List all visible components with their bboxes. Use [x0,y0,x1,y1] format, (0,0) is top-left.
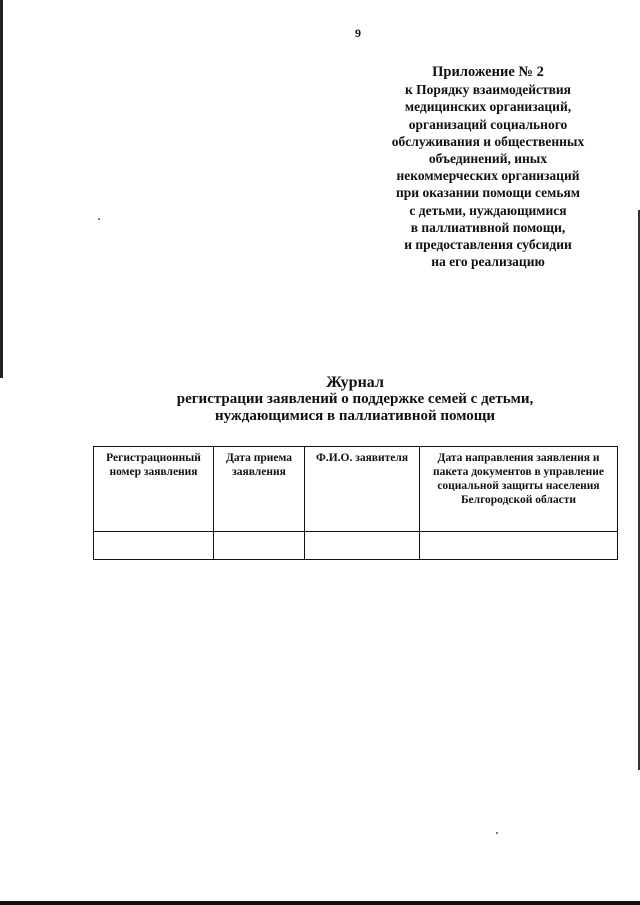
appendix-line: обслуживания и общественных [391,133,585,149]
appendix-line: организаций социального [408,116,568,132]
appendix-line: и предоставления субсидии [404,237,572,253]
column-header-forwarding-date: Дата направления заявления и пакета документов в управление социальной защиты населения Белгородской области [420,447,618,532]
appendix-line: при оказании помощи семьям [396,185,580,201]
registration-table [93,446,618,560]
table-cell [420,532,618,560]
table-row [94,532,618,560]
column-header-receipt-date: Дата приема заявления [214,447,305,532]
column-header-applicant-name: Ф.И.О. заявителя [305,447,420,532]
appendix-block [368,64,608,270]
appendix-line: в паллиативной помощи, [410,219,566,235]
appendix-line: объединений, иных [428,151,548,167]
journal-heading [92,374,618,425]
table-header-row [94,447,618,532]
scan-speck [98,218,100,220]
appendix-line: некоммерческих организаций [396,168,580,184]
column-header-registration-number: Регистрационный номер заявления [94,447,214,532]
appendix-title: Приложение № 2 [432,64,544,80]
table-cell [305,532,420,560]
journal-subtitle: регистрации заявлений о поддержке семей с детьми, [176,391,534,407]
appendix-line: медицинских организаций, [404,99,572,115]
journal-title: Журнал [326,374,384,391]
appendix-line: с детьми, нуждающимися [409,202,567,218]
appendix-line: на его реализацию [431,254,545,270]
table-cell [214,532,305,560]
appendix-line: к Порядку взаимодействия [405,82,571,98]
scan-left-edge [0,0,3,378]
scan-bottom-edge [0,901,640,905]
journal-subtitle: нуждающимися в паллиативной помощи [214,408,496,424]
scan-speck [496,832,498,834]
table-cell [94,532,214,560]
page-number: 9 [355,26,361,40]
